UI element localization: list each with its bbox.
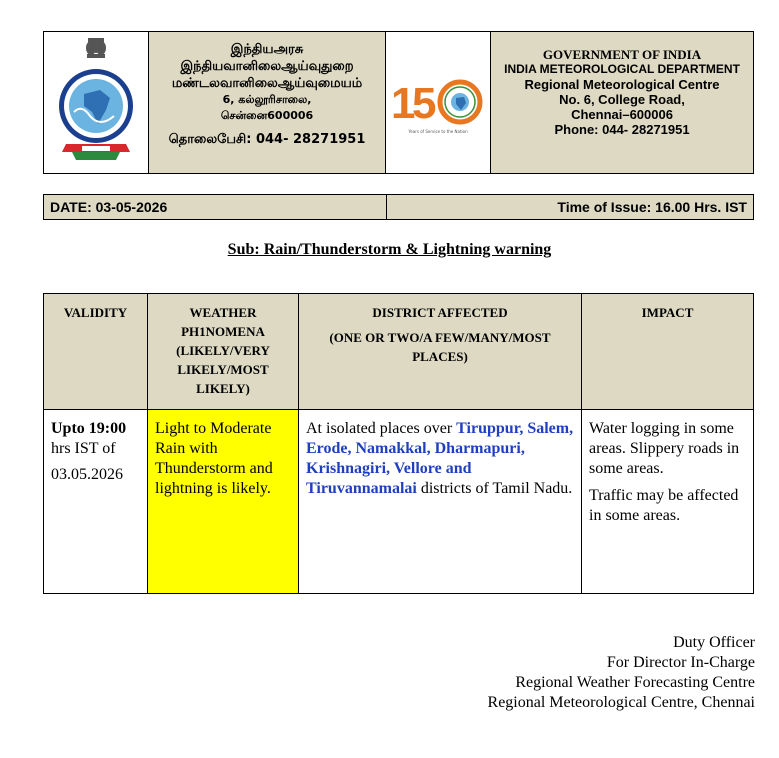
logo-tagline: Years of Service to the Nation — [408, 129, 468, 134]
logo-digit-5: 5 — [412, 79, 437, 128]
english-road-line: No. 6, College Road, — [559, 92, 685, 107]
tamil-gov-line: இந்தியஅரசு — [230, 42, 304, 57]
date-row — [43, 194, 754, 220]
warning-table — [43, 293, 754, 594]
district-names: Tiruppur, Salem, Erode, Namakkal, Dharmapuri, Krishnagiri, Vellore and Tiruvannamalai — [306, 420, 574, 497]
district-prefix: At isolated places over — [306, 420, 457, 437]
imd-150-years-logo-icon — [386, 32, 491, 173]
validity-date: 03.05.2026 — [51, 466, 123, 483]
tamil-phone-line: தொலைபேசி: 044- 28271951 — [168, 132, 366, 147]
tamil-dept-line: இந்தியவானிலைஆய்வுதுறை — [180, 59, 354, 74]
logo-digit-1: 1 — [391, 79, 416, 128]
issue-date: DATE: 03-05-2026 — [44, 195, 387, 219]
english-centre-line: Regional Meteorological Centre — [524, 77, 720, 92]
letterhead — [43, 31, 754, 174]
tamil-address-cell — [149, 32, 386, 173]
weather-text: Light to Moderate Rain with Thunderstorm and lightning is likely. — [155, 420, 273, 497]
validity-time: Upto 19:00 — [51, 420, 127, 437]
issue-time: Time of Issue: 16.00 Hrs. IST — [387, 195, 753, 219]
impact-text-1: Water logging in some areas. Slippery roads in some areas. — [589, 420, 740, 477]
subject-line: Sub: Rain/Thunderstorm & Lightning warning — [227, 241, 552, 258]
validity-cell — [44, 410, 148, 593]
impact-text-2: Traffic may be affected in some areas. — [589, 487, 739, 524]
header-district-title: DISTRICT AFFECTED — [372, 305, 508, 320]
district-suffix: districts of Tamil Nadu. — [416, 480, 573, 497]
english-dept-line: INDIA METEOROLOGICAL DEPARTMENT — [504, 62, 740, 76]
imd-emblem-icon — [44, 32, 149, 173]
english-city-line: Chennai–600006 — [571, 107, 673, 122]
district-cell — [299, 410, 582, 593]
signature-rmc: Regional Meteorological Centre, Chennai — [487, 694, 755, 711]
header-validity: VALIDITY — [44, 294, 148, 409]
imd-emblem-cell — [44, 32, 149, 173]
tamil-centre-line: மண்டலவானிலைஆய்வுமையம் — [171, 76, 363, 91]
header-district-sub: (ONE OR TWO/A FEW/MANY/MOST PLACES) — [329, 330, 551, 364]
signature-for-director: For Director In-Charge — [606, 654, 755, 671]
validity-hrs: hrs IST of — [51, 440, 116, 457]
signature-rwfc: Regional Weather Forecasting Centre — [515, 674, 755, 691]
header-district — [299, 294, 582, 409]
tamil-city-line: சென்னை600006 — [220, 109, 314, 122]
impact-cell — [582, 410, 753, 593]
table-row — [44, 410, 753, 593]
logo-150-cell — [386, 32, 491, 173]
header-weather-text: WEATHER PH1NOMENA (LIKELY/VERY LIKELY/MOST LIKELY) — [176, 305, 270, 396]
signature-duty-officer: Duty Officer — [673, 634, 755, 651]
table-header-row — [44, 294, 753, 410]
header-impact: IMPACT — [641, 305, 694, 320]
header-weather — [148, 294, 299, 409]
english-gov-line: GOVERNMENT OF INDIA — [542, 47, 702, 62]
english-phone-line: Phone: 044- 28271951 — [554, 122, 690, 137]
signature-block — [488, 633, 755, 713]
weather-cell — [148, 410, 299, 593]
tamil-road-line: 6, கல்லூரிசாலை, — [222, 93, 312, 106]
english-address-cell — [491, 32, 753, 173]
